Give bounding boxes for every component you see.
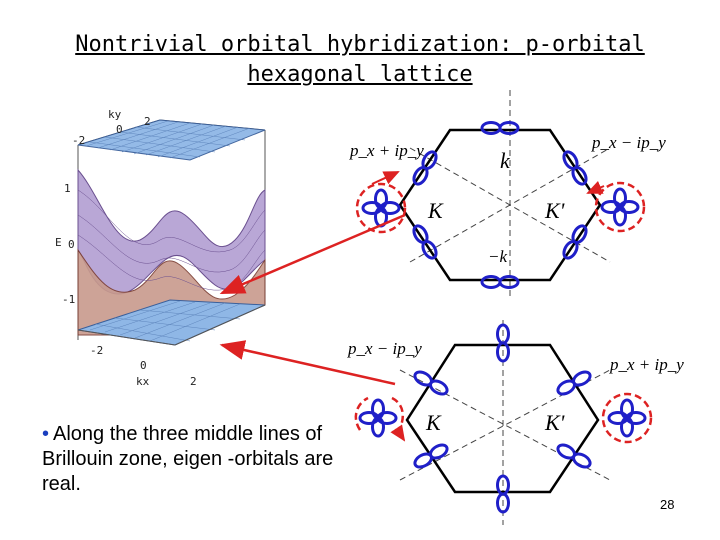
bottom-right-cross-orbital [609, 400, 645, 436]
top-orbital-lower-left [411, 224, 439, 261]
top-orbital-bottom [482, 277, 518, 288]
top-center-k-label: k [500, 148, 510, 173]
top-right-cross-orbital [602, 189, 638, 225]
ky-axis-label: ky [108, 108, 122, 121]
bottom-orbital-lower-right [556, 442, 593, 470]
arrow-to-top-panel [222, 215, 405, 293]
ky-tick-0: -2 [72, 134, 86, 147]
top-kprime-label: K' [545, 198, 565, 223]
e-tick-2: -1 [62, 293, 76, 306]
ky-tick-1: 0 [116, 123, 123, 136]
bullet-dot-icon: • [42, 423, 50, 445]
kx-tick-1: 0 [140, 359, 147, 372]
bullet-text: Along the three middle lines of Brillouin zone, eigen -orbitals are real. [42, 423, 334, 495]
bottom-orbital-upper-left [413, 369, 450, 397]
bottom-left-orbital-label: p_x − ip_y [348, 339, 422, 358]
bottom-k-label: K [426, 410, 441, 435]
top-right-orbital-label: p_x − ip_y [592, 133, 666, 152]
e-tick-0: 1 [64, 182, 71, 195]
bullet-point [42, 422, 342, 497]
e-tick-1: 0 [68, 238, 75, 251]
bottom-right-orbital-label: p_x + ip_y [610, 355, 684, 374]
e-axis-label: E [55, 236, 62, 249]
top-orbital-top [482, 123, 518, 134]
kx-tick-0: -2 [90, 344, 104, 357]
top-hexagon-panel [349, 90, 666, 300]
kx-axis-label: kx [136, 375, 150, 388]
top-left-orbital-label: p_x + ip_y [350, 141, 424, 160]
top-minus-k-label: −k [488, 247, 508, 266]
top-k-label: K [428, 198, 443, 223]
top-orbital-upper-right [561, 150, 589, 187]
kx-tick-2: 2 [190, 375, 197, 388]
bottom-left-cross-orbital [360, 400, 396, 436]
bottom-orbital-lower-left [413, 442, 450, 470]
bottom-orbital-upper-right [556, 369, 593, 397]
ky-tick-2: 2 [144, 115, 151, 128]
page-number: 28 [660, 497, 675, 512]
top-orbital-lower-right [561, 224, 589, 261]
slide-title: Nontrivial orbital hybridization: p-orbital hexagonal lattice [75, 32, 645, 87]
bottom-kprime-label: K' [545, 410, 565, 435]
bottom-hexagon-panel [347, 320, 684, 525]
